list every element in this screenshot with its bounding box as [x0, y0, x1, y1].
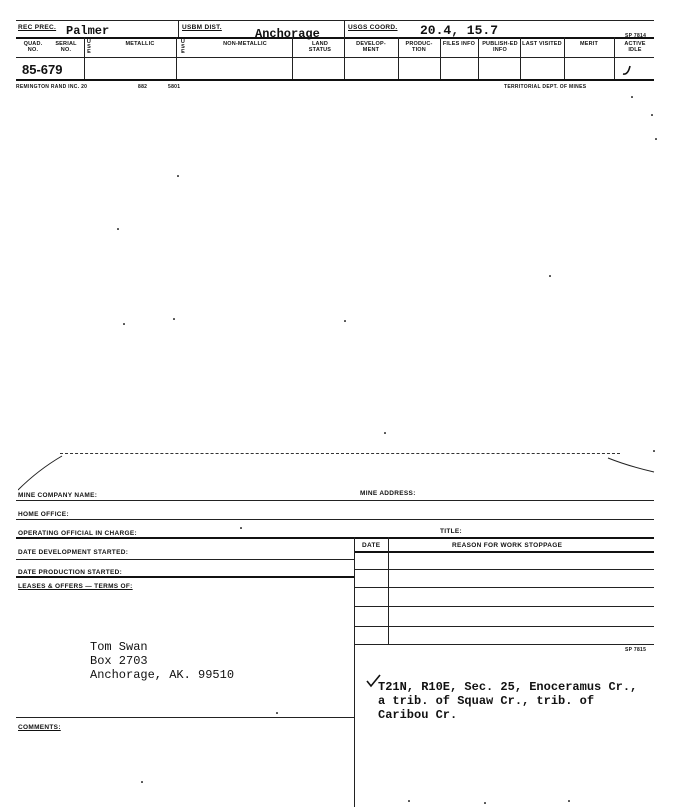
header-bottom-rule	[16, 79, 654, 81]
quad-serial-value: 85-679	[22, 62, 63, 77]
leases-offers-label: LEASES & OFFERS — TERMS OF:	[18, 583, 133, 590]
reason-column-label: REASON FOR WORK STOPPAGE	[452, 542, 563, 549]
agency-name: TERRITORIAL DEPT. OF MINES	[504, 84, 587, 90]
form-number-bottom: SP 7815	[625, 647, 647, 653]
printer-code-1: 882	[138, 84, 148, 90]
usbm-dist-value: Anchorage	[255, 27, 320, 41]
metallic-label: METALLIC	[125, 41, 155, 47]
date-production-label: DATE PRODUCTION STARTED:	[18, 569, 123, 576]
form-number-top: SP 7814	[625, 33, 647, 39]
development-label: DEVELOP-MENT	[356, 41, 386, 53]
active-idle-label: ACTIVE IDLE	[624, 41, 646, 53]
printer-imprint: REMINGTON RAND INC. 20	[16, 84, 88, 90]
torn-edge	[18, 448, 658, 492]
non-metallic-label: NON-METALLIC	[223, 41, 267, 47]
date-column-label: DATE	[362, 542, 381, 549]
center-divider	[354, 537, 355, 807]
files-info-label: FILES INFO	[442, 41, 476, 47]
published-info-label: PUBLISH-ED INFO	[482, 41, 518, 53]
header-top-rule	[16, 20, 654, 21]
non-metallic-use-letters: U S E	[180, 39, 186, 55]
location-line-2: a trib. of Squaw Cr., trib. of	[378, 694, 595, 708]
rec-prec-value: Palmer	[66, 24, 110, 38]
date-development-label: DATE DEVELOPMENT STARTED:	[18, 549, 129, 556]
merit-label: MERIT	[579, 41, 599, 47]
metallic-use-letters: U S E	[86, 39, 92, 55]
home-office-label: HOME OFFICE:	[18, 511, 69, 518]
printer-code-2: 5801	[168, 84, 181, 90]
rec-prec-label: REC PREC.	[18, 24, 57, 31]
land-status-label: LAND STATUS	[308, 41, 332, 53]
quad-no-label: QUAD. NO.	[23, 41, 43, 53]
serial-no-label: SERIAL NO.	[55, 41, 77, 53]
owner-box: Box 2703	[90, 654, 148, 668]
mine-company-name-label: MINE COMPANY NAME:	[18, 492, 98, 499]
mine-address-label: MINE ADDRESS:	[360, 490, 416, 497]
usgs-coord-label: USGS COORD.	[348, 24, 398, 31]
operating-official-label: OPERATING OFFICIAL IN CHARGE:	[18, 530, 137, 537]
production-label: PRODUC-TION	[405, 41, 433, 53]
usbm-dist-label: USBM DIST.	[182, 24, 222, 31]
owner-city: Anchorage, AK. 99510	[90, 668, 235, 682]
usgs-coord-value: 20.4, 15.7	[420, 23, 499, 38]
location-line-3: Caribou Cr.	[378, 708, 458, 722]
header-row-rule	[16, 37, 654, 39]
checkmark-icon	[620, 63, 634, 77]
location-line-1: T21N, R10E, Sec. 25, Enoceramus Cr.,	[378, 680, 638, 694]
comments-label: COMMENTS:	[18, 724, 61, 731]
owner-name: Tom Swan	[90, 640, 148, 654]
last-visited-label: LAST VISITED	[522, 41, 562, 47]
title-label: TITLE:	[440, 528, 463, 535]
